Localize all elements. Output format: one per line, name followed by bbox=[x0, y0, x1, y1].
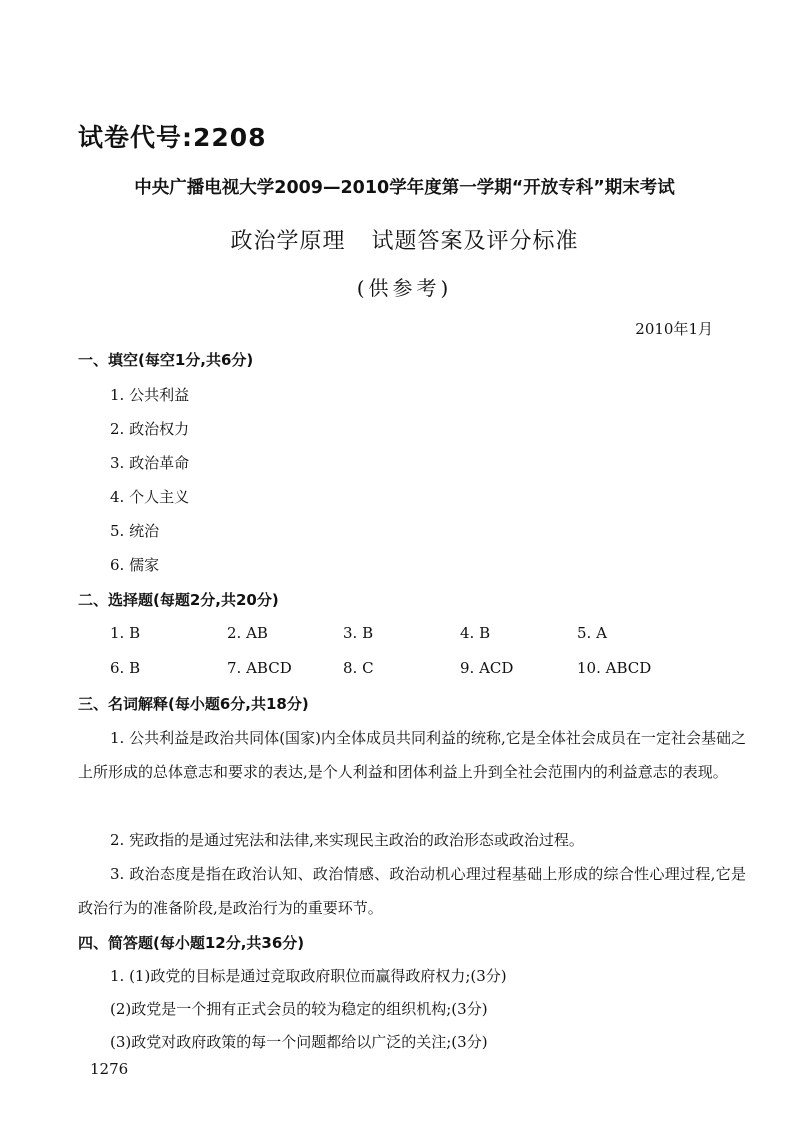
choice-answer: 7. ABCD bbox=[227, 659, 292, 677]
short-answer-line: 1. (1)政党的目标是通过竞取政府职位而赢得政府权力;(3分) bbox=[110, 967, 507, 985]
document-title bbox=[0, 224, 809, 255]
choice-answer: 2. AB bbox=[227, 624, 268, 642]
answer-item: 1. 公共利益 bbox=[110, 386, 190, 404]
course-name: 政治学原理 bbox=[230, 229, 346, 254]
definition-paragraph: 2. 宪政指的是通过宪法和法律,来实现民主政治的政治形态或政治过程。 bbox=[110, 831, 584, 849]
section-heading-short-answer: 四、简答题(每小题12分,共36分) bbox=[78, 934, 305, 952]
section-heading-term-definitions: 三、名词解释(每小题6分,共18分) bbox=[78, 695, 309, 713]
reference-note: (供参考) bbox=[356, 276, 453, 300]
choice-answer: 5. A bbox=[577, 624, 607, 642]
choice-answer: 9. ACD bbox=[460, 659, 514, 677]
answer-item: 4. 个人主义 bbox=[110, 488, 190, 506]
choice-answer: 8. C bbox=[343, 659, 374, 677]
short-answer-line: (2)政党是一个拥有正式会员的较为稳定的组织机构;(3分) bbox=[110, 1000, 488, 1018]
choice-answer: 4. B bbox=[460, 624, 491, 642]
choice-answer: 3. B bbox=[343, 624, 374, 642]
section-heading-fill-blank: 一、填空(每空1分,共6分) bbox=[78, 351, 254, 369]
answer-item: 3. 政治革命 bbox=[110, 454, 190, 472]
exam-code: 试卷代号:2208 bbox=[78, 123, 267, 152]
answer-item: 5. 统治 bbox=[110, 522, 160, 540]
definition-paragraph: 3. 政治态度是指在政治认知、政治情感、政治动机心理过程基础上形成的综合性心理过程,它是政治行为的准备阶段,是政治行为的重要环节。 bbox=[78, 865, 746, 917]
answer-item: 2. 政治权力 bbox=[110, 420, 190, 438]
section-heading-multiple-choice: 二、选择题(每题2分,共20分) bbox=[78, 591, 279, 609]
definition-paragraph: 1. 公共利益是政治共同体(国家)内全体成员共同利益的统称,它是全体社会成员在一定社会基础之上所形成的总体意志和要求的表达,是个人利益和团体利益上升到全社会范围内的利益意志的表现。 bbox=[78, 729, 746, 781]
short-answer-line: (3)政党对政府政策的每一个问题都给以广泛的关注;(3分) bbox=[110, 1033, 488, 1051]
exam-title: 中央广播电视大学2009—2010学年度第一学期“开放专科”期末考试 bbox=[134, 178, 675, 198]
choice-answer: 6. B bbox=[110, 659, 141, 677]
choice-answer: 10. ABCD bbox=[577, 659, 652, 677]
exam-date: 2010年1月 bbox=[635, 320, 713, 338]
choice-answer: 1. B bbox=[110, 624, 141, 642]
page-number: 1276 bbox=[90, 1060, 129, 1078]
document-type: 试题答案及评分标准 bbox=[371, 229, 579, 254]
answer-item: 6. 儒家 bbox=[110, 556, 160, 574]
